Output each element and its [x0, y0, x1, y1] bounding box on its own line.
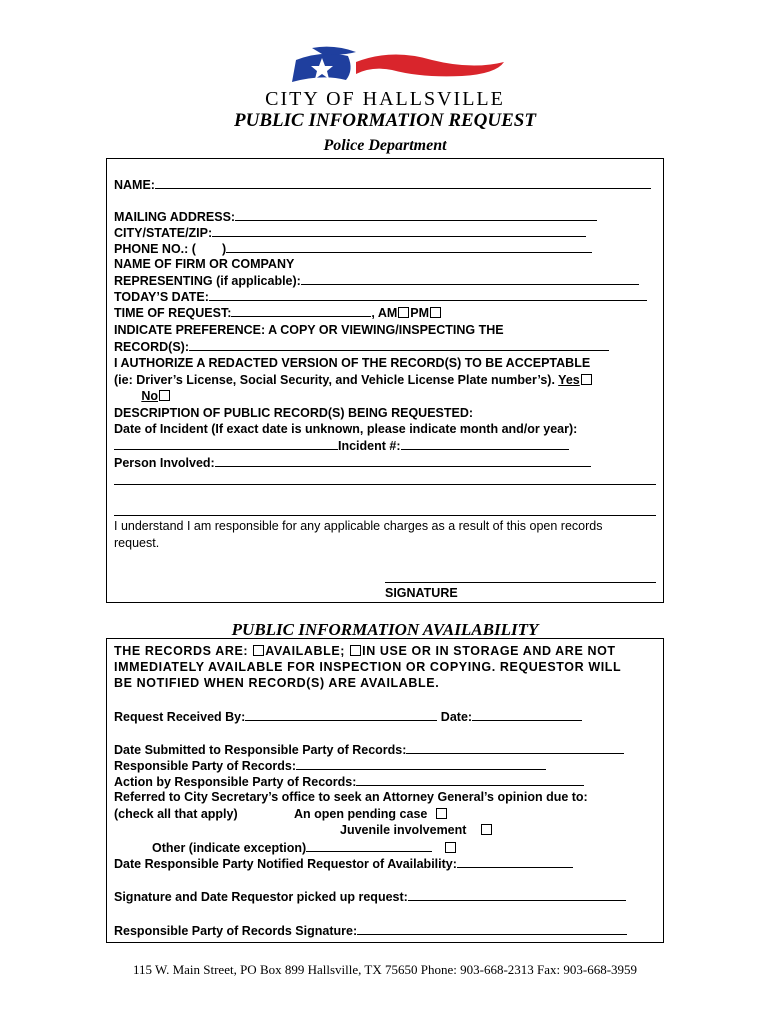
available-checkbox[interactable] [253, 645, 264, 656]
incident-row[interactable]: Incident #: [114, 437, 569, 454]
city-name: CITY OF HALLSVILLE [265, 88, 505, 110]
authorize-row-2: (ie: Driver’s License, Social Security, and Vehicle License Plate number’s). Yes [114, 372, 593, 388]
responsible-party-row[interactable]: Responsible Party of Records: [114, 757, 546, 774]
open-pending-checkbox[interactable] [436, 808, 447, 819]
mailing-address-row[interactable]: MAILING ADDRESS: [114, 208, 597, 225]
footer-address: 115 W. Main Street, PO Box 899 Hallsville, TX 75650 Phone: 903-668-2313 Fax: 903-668-3959 [132, 962, 638, 977]
open-pending-row: An open pending case [294, 806, 448, 822]
form-subtitle: Police Department [323, 137, 447, 154]
yes-checkbox[interactable] [581, 374, 592, 385]
juvenile-row: Juvenile involvement [340, 822, 493, 838]
availability-title: PUBLIC INFORMATION AVAILABILITY [231, 620, 539, 639]
description-label: DESCRIPTION OF PUBLIC RECORD(S) BEING REQUESTED: [114, 406, 474, 420]
signature-line[interactable] [385, 582, 656, 583]
city-state-zip-row[interactable]: CITY/STATE/ZIP: [114, 224, 586, 241]
date-submitted-row[interactable]: Date Submitted to Responsible Party of Records: [114, 741, 624, 758]
other-checkbox[interactable] [445, 842, 456, 853]
date-of-incident-label: Date of Incident (If exact date is unknown, please indicate month and/or year): [114, 422, 578, 436]
person-involved-row[interactable]: Person Involved: [114, 454, 591, 471]
check-all-label: (check all that apply) [114, 807, 238, 821]
in-use-text-2: IMMEDIATELY AVAILABLE FOR INSPECTION OR COPYING. REQUESTOR WILL [114, 660, 622, 674]
firm-label: NAME OF FIRM OR COMPANY [114, 257, 295, 271]
authorize-text: I AUTHORIZE A REDACTED VERSION OF THE RECORD(S) TO BE ACCEPTABLE [114, 356, 591, 370]
representing-row[interactable]: REPRESENTING (if applicable): [114, 272, 639, 289]
todays-date-row[interactable]: TODAY’S DATE: [114, 288, 647, 305]
records-row[interactable]: RECORD(S): [114, 338, 609, 355]
description-line-1[interactable] [114, 484, 656, 485]
referred-label: Referred to City Secretary’s office to seek an Attorney General’s opinion due to: [114, 790, 588, 804]
am-checkbox[interactable] [398, 307, 409, 318]
understand-text-2: request. [114, 536, 160, 550]
in-use-text-3: BE NOTIFIED WHEN RECORD(S) ARE AVAILABLE. [114, 676, 440, 690]
other-row[interactable]: Other (indicate exception) [152, 839, 457, 856]
records-are-row: THE RECORDS ARE: AVAILABLE; IN USE OR IN STORAGE AND ARE NOT [114, 644, 616, 658]
time-of-request-row[interactable]: TIME OF REQUEST: , AM PM [114, 304, 442, 321]
action-by-row[interactable]: Action by Responsible Party of Records: [114, 773, 584, 790]
city-flag-logo [282, 44, 522, 92]
no-checkbox[interactable] [159, 390, 170, 401]
phone-row[interactable]: PHONE NO.: ( ) [114, 240, 592, 257]
rp-signature-row[interactable]: Responsible Party of Records Signature: [114, 922, 627, 939]
signature-label: SIGNATURE [385, 586, 458, 600]
understand-text-1: I understand I am responsible for any applicable charges as a result of this open records [114, 519, 603, 533]
preference-label: INDICATE PREFERENCE: A COPY OR VIEWING/INSPECTING THE [114, 323, 504, 337]
received-by-row[interactable]: Request Received By: Date: [114, 708, 582, 725]
date-notified-row[interactable]: Date Responsible Party Notified Requestor of Availability: [114, 855, 573, 872]
signature-date-row[interactable]: Signature and Date Requestor picked up request: [114, 888, 626, 905]
juvenile-checkbox[interactable] [481, 824, 492, 835]
form-title: PUBLIC INFORMATION REQUEST [234, 110, 536, 131]
description-line-2[interactable] [114, 515, 656, 516]
name-row[interactable]: NAME: [114, 176, 651, 193]
no-row: No [114, 388, 171, 404]
pm-checkbox[interactable] [430, 307, 441, 318]
in-use-checkbox[interactable] [350, 645, 361, 656]
